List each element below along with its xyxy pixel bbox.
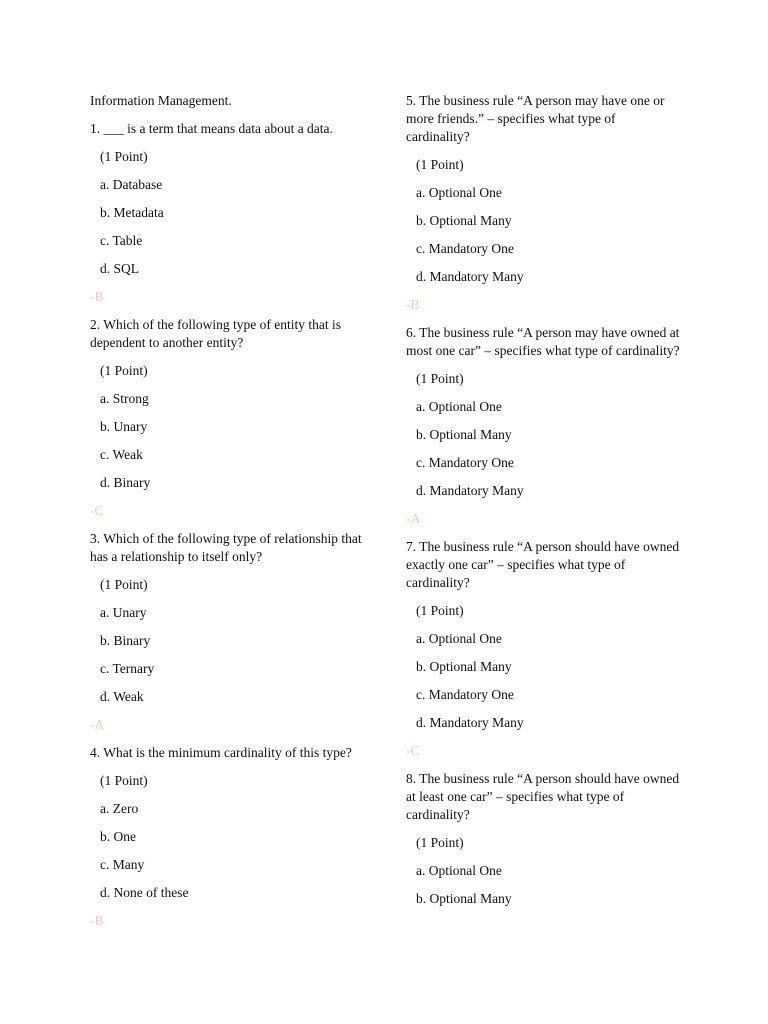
option-a: a. Database (100, 177, 163, 192)
option-d: d. Weak (100, 689, 144, 704)
answer-key: -B (406, 297, 420, 312)
option-a: a. Optional One (416, 399, 502, 414)
left-column (90, 92, 380, 940)
option-c: c. Weak (100, 447, 143, 462)
option-b: b. Optional Many (416, 659, 512, 674)
option-b: b. Optional Many (416, 891, 512, 906)
option-a: a. Strong (100, 391, 149, 406)
option-d: d. Binary (100, 475, 151, 490)
question-text: 4. What is the minimum cardinality of this type? (90, 745, 352, 760)
question-4 (90, 744, 380, 930)
question-points: (1 Point) (416, 603, 464, 618)
option-b: b. Optional Many (416, 427, 512, 442)
option-c: c. Mandatory One (416, 455, 514, 470)
question-5 (406, 92, 682, 314)
question-points: (1 Point) (100, 149, 148, 164)
answer-key: -C (406, 743, 420, 758)
question-text: 3. Which of the following type of relationship that has a relationship to itself only? (90, 531, 362, 564)
option-c: c. Mandatory One (416, 241, 514, 256)
option-d: d. Mandatory Many (416, 269, 524, 284)
question-text: 7. The business rule “A person should have owned exactly one car” – specifies what type of cardinality? (406, 539, 680, 590)
question-text: 1. ___ is a term that means data about a data. (90, 121, 333, 136)
question-points: (1 Point) (416, 371, 464, 386)
answer-key: -A (406, 511, 421, 526)
option-b: b. Unary (100, 419, 148, 434)
question-8 (406, 770, 682, 908)
question-text: 6. The business rule “A person may have owned at most one car” – specifies what type of cardinality? (406, 325, 680, 358)
option-c: c. Ternary (100, 661, 155, 676)
answer-key: -B (90, 913, 104, 928)
question-2 (90, 316, 380, 520)
answer-key: -A (90, 717, 105, 732)
option-a: a. Optional One (416, 185, 502, 200)
question-points: (1 Point) (416, 835, 464, 850)
question-points: (1 Point) (416, 157, 464, 172)
option-d: d. Mandatory Many (416, 715, 524, 730)
option-b: b. Binary (100, 633, 151, 648)
option-b: b. One (100, 829, 136, 844)
option-d: d. Mandatory Many (416, 483, 524, 498)
option-b: b. Optional Many (416, 213, 512, 228)
question-3 (90, 530, 380, 734)
option-a: a. Optional One (416, 863, 502, 878)
option-b: b. Metadata (100, 205, 164, 220)
question-points: (1 Point) (100, 773, 148, 788)
option-a: a. Optional One (416, 631, 502, 646)
option-c: c. Many (100, 857, 145, 872)
question-text: 8. The business rule “A person should have owned at least one car” – specifies what type of cardinality? (406, 771, 680, 822)
answer-key: -C (90, 503, 104, 518)
question-1 (90, 120, 380, 306)
option-d: d. None of these (100, 885, 189, 900)
option-a: a. Unary (100, 605, 147, 620)
document-title: Information Management. (90, 93, 232, 108)
option-c: c. Table (100, 233, 143, 248)
option-d: d. SQL (100, 261, 140, 276)
question-text: 2. Which of the following type of entity that is dependent to another entity? (90, 317, 341, 350)
question-points: (1 Point) (100, 577, 148, 592)
question-points: (1 Point) (100, 363, 148, 378)
option-c: c. Mandatory One (416, 687, 514, 702)
question-7 (406, 538, 682, 760)
question-6 (406, 324, 682, 528)
option-a: a. Zero (100, 801, 139, 816)
right-column (406, 92, 682, 918)
answer-key: -B (90, 289, 104, 304)
question-text: 5. The business rule “A person may have one or more friends.” – specifies what type of cardinality? (406, 93, 665, 144)
